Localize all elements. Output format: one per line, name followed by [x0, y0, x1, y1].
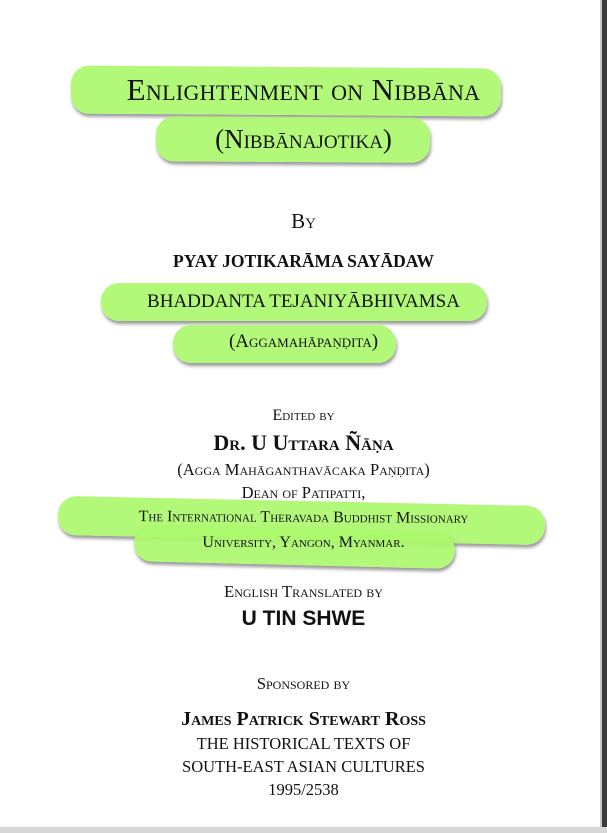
author-line1: PYAY JOTIKARĀMA SAYĀDAW	[173, 251, 434, 271]
sponsor-name: James Patrick Stewart Ross	[181, 708, 426, 730]
sponsor-line2: SOUTH-EAST ASIAN CULTURES	[182, 757, 425, 776]
by-label: By	[291, 209, 316, 233]
sponsor-line1: THE HISTORICAL TEXTS OF	[196, 734, 411, 753]
editor-title: (Agga Mahāganthavācaka Paṇḍita)	[177, 460, 430, 479]
page-bottom-strip	[0, 827, 607, 833]
translator-name: U TIN SHWE	[241, 607, 366, 630]
sponsored-by-label: Sponsored by	[256, 674, 351, 693]
book-title: Enlightenment on Nibbāna	[126, 72, 481, 107]
author-line2: BHADDANTA TEJANIYĀBHIVAMSA	[147, 291, 460, 312]
author-line3: (Aggamahāpaṇḍita)	[228, 331, 379, 352]
publication-year: 1995/2538	[268, 780, 339, 799]
book-subtitle: (Nibbānajotika)	[215, 124, 392, 154]
institution-line2: University, Yangon, Myanmar.	[202, 534, 405, 551]
editor-position: Dean of Patipatti,	[241, 483, 366, 502]
translated-by-label: English Translated by	[224, 582, 383, 601]
institution-line1: The International Theravada Buddhist Missionary	[138, 508, 469, 527]
editor-name: Dr. U Uttara Ñāṇa	[213, 430, 394, 455]
edited-by-label: Edited by	[272, 407, 335, 424]
